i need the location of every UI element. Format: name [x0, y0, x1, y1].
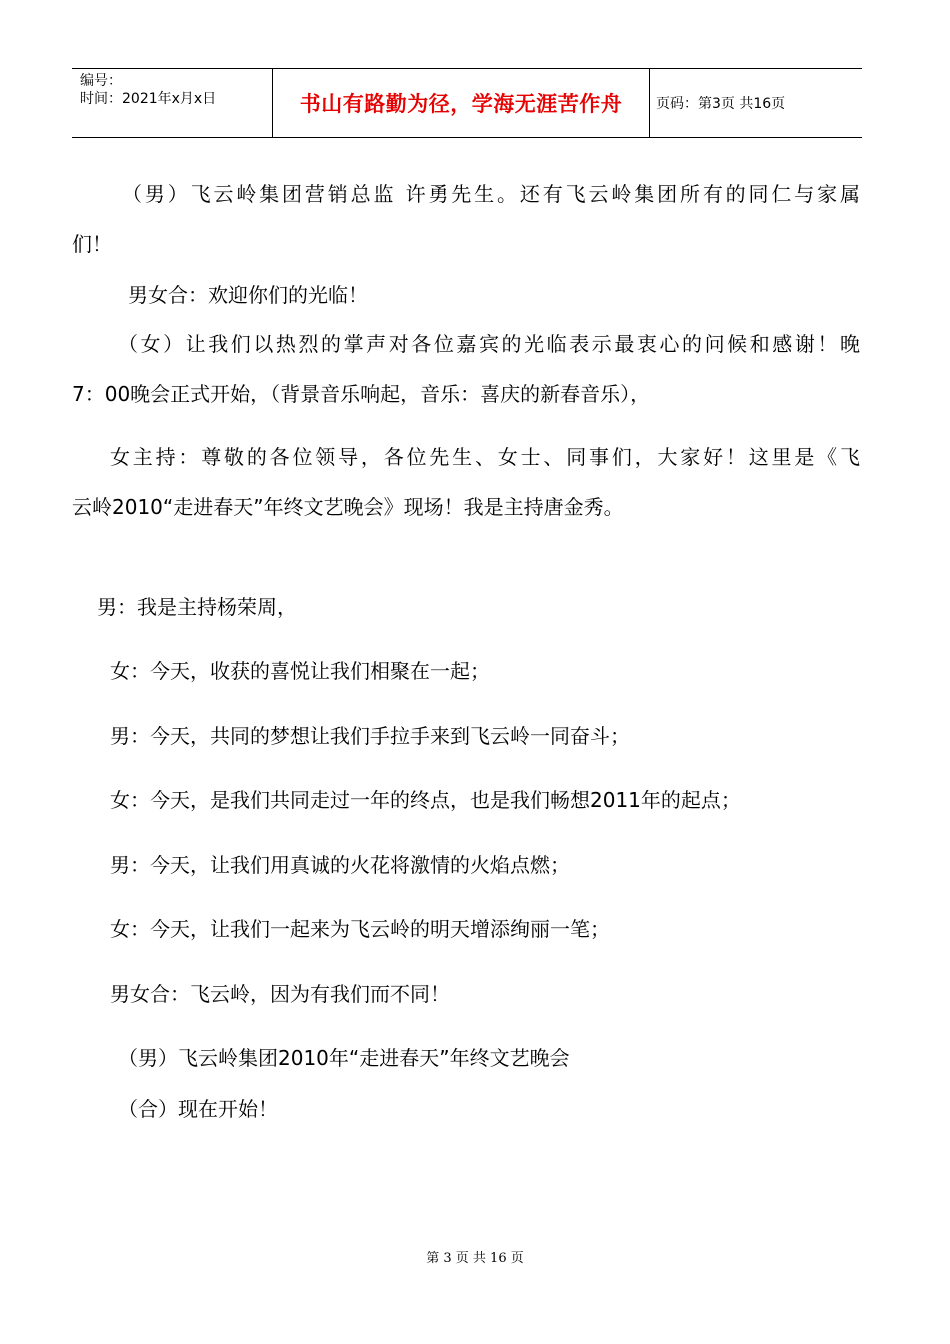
header-motto: 书山有路勤为径，学海无涯苦作舟: [272, 69, 650, 137]
time-label: 时间：2021年x月x日: [80, 91, 217, 107]
paragraph-4-line-1: 女主持：尊敬的各位领导，各位先生、女士、同事们，大家好！这里是《飞: [110, 445, 860, 469]
paragraph-9: 男：今天，让我们用真诚的火花将激情的火焰点燃；: [110, 853, 570, 877]
paragraph-7: 男：今天，共同的梦想让我们手拉手来到飞云岭一同奋斗；: [110, 724, 630, 748]
paragraph-1-line-1: （男）飞云岭集团营销总监 许勇先生。还有飞云岭集团所有的同仁与家属: [122, 182, 860, 206]
header-page-info: 页码：第3页 共16页: [656, 96, 786, 112]
paragraph-10: 女：今天，让我们一起来为飞云岭的明天增添绚丽一笔；: [110, 917, 610, 941]
paragraph-8: 女：今天，是我们共同走过一年的终点，也是我们畅想2011年的起点；: [110, 788, 741, 812]
paragraph-13: （合）现在开始！: [118, 1097, 278, 1121]
paragraph-3-line-1: （女）让我们以热烈的掌声对各位嘉宾的光临表示最衷心的问候和感谢！晚: [118, 332, 860, 356]
header-meta: [80, 69, 272, 140]
paragraph-12: （男）飞云岭集团2010年“走进春天”年终文艺晚会: [118, 1046, 570, 1070]
page-header: [72, 68, 862, 138]
number-label: 编号：: [80, 73, 122, 89]
paragraph-1-line-2: 们！: [72, 232, 112, 256]
paragraph-11: 男女合：飞云岭，因为有我们而不同！: [110, 982, 450, 1006]
paragraph-2: 男女合：欢迎你们的光临！: [128, 283, 368, 307]
paragraph-3-line-2: 7：00晚会正式开始，（背景音乐响起，音乐：喜庆的新春音乐），: [72, 382, 651, 406]
paragraph-6: 女：今天，收获的喜悦让我们相聚在一起；: [110, 659, 490, 683]
paragraph-5: 男：我是主持杨荣周，: [97, 595, 297, 619]
paragraph-4-line-2: 云岭2010“走进春天”年终文艺晚会》现场！我是主持唐金秀。: [72, 495, 624, 519]
page-footer: 第 3 页 共 16 页: [426, 1251, 524, 1266]
